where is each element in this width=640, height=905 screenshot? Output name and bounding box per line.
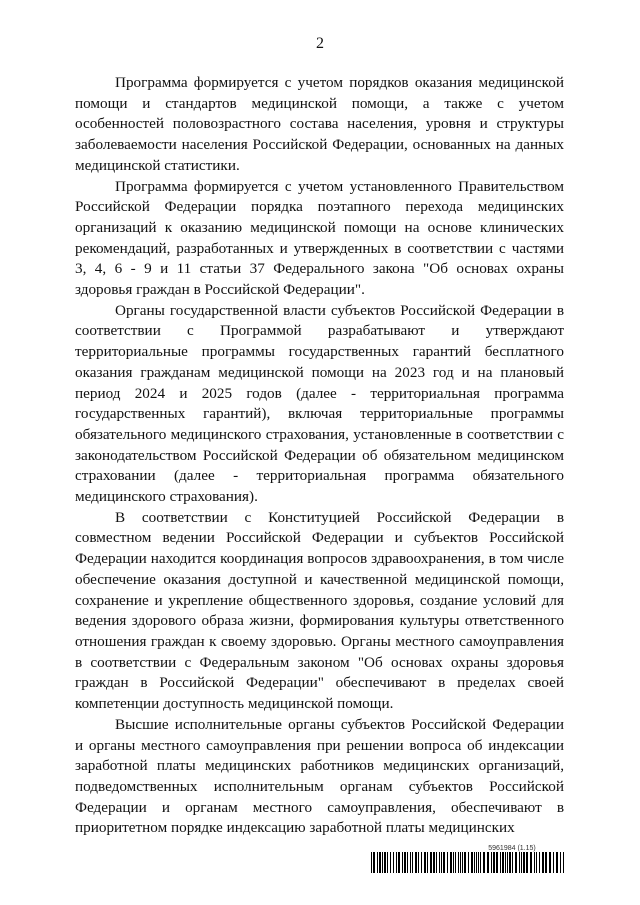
- document-body: [75, 73, 564, 839]
- document-code: 5961984 (1.15): [488, 845, 536, 852]
- barcode-icon: [371, 852, 565, 873]
- paragraph: Программа формируется с учетом порядков оказания медицинской помощи и стандартов медицинской помощи, а также с учетом особенностей половозрастного состава населения, уровня и структуры заболеваемости населения Российской Федерации, основанных на данных медицинской статистики.: [75, 74, 564, 174]
- paragraph: Высшие исполнительные органы субъектов Российской Федерации и органы местного самоуправления при решении вопроса об индексации заработной платы медицинских работников медицинских организаций, подведомственных исполнительным органам субъектов Российской Федерации и органам местного самоуправления, обеспечивают в приоритетном порядке индексацию заработной платы медицинских: [75, 715, 564, 837]
- paragraph: Органы государственной власти субъектов Российской Федерации в соответствии с Программой разрабатывают и утверждают территориальные программы государственных гарантий бесплатного оказания гражданам медицинской помощи на 2023 год и на плановый период 2024 и 2025 годов (далее - территориальная программа государственных гарантий), включая территориальные программы обязательного медицинского страхования, установленные в соответствии с законодательством Российской Федерации об обязательном медицинском страховании (далее - территориальная программа обязательного медицинского страхования).: [75, 301, 564, 506]
- paragraph: Программа формируется с учетом установленного Правительством Российской Федерации порядка поэтапного перехода медицинских организаций к оказанию медицинской помощи на основе клинических рекомендаций, разработанных и утвержденных в соответствии с частями 3, 4, 6 - 9 и 11 статьи 37 Федерального закона "Об основах охраны здоровья граждан в Российской Федерации".: [75, 177, 564, 299]
- page-number: 2: [316, 35, 324, 52]
- paragraph: В соответствии с Конституцией Российской Федерации в совместном ведении Российской Федерации и субъектов Российской Федерации находится координация вопросов здравоохранения, в том числе обеспечение оказания доступной и качественной медицинской помощи, сохранение и укрепление общественного здоровья, создание условий для ведения здорового образа жизни, формирования культуры ответственного отношения граждан к своему здоровью. Органы местного самоуправления в соответствии с Федеральным законом "Об основах охраны здоровья граждан в Российской Федерации" обеспечивают в пределах своей компетенции доступность медицинской помощи.: [75, 508, 564, 713]
